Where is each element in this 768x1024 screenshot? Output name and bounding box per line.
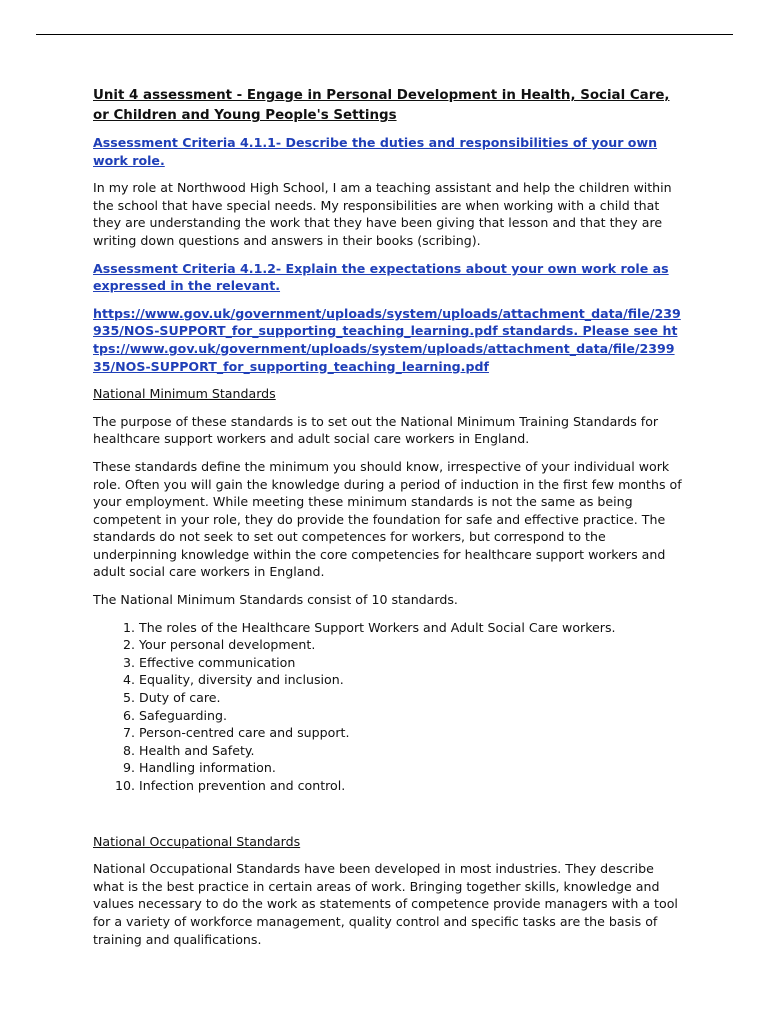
list-item: 6. Safeguarding.	[139, 707, 683, 725]
nms-paragraph-1: The purpose of these standards is to set out the National Minimum Training Standards for healthcare support workers and adult social care workers in England.	[93, 413, 659, 447]
list-item: 8. Health and Safety.	[139, 742, 683, 760]
nms-heading: National Minimum Standards	[93, 386, 276, 402]
nos-support-link-1[interactable]: https://www.gov.uk/government/uploads/system/uploads/attachment_data/file/239935/NOS-SUPPORT_for_supporting_teaching_learning.pdf	[93, 305, 681, 339]
nos-heading: National Occupational Standards	[93, 833, 301, 849]
list-item: 4. Equality, diversity and inclusion.	[139, 671, 683, 689]
link-note: standards. Please see	[497, 323, 663, 339]
assessment-criteria-4-1-1: Assessment Criteria 4.1.1- Describe the duties and responsibilities of your own work role.	[93, 135, 658, 168]
list-item: 3. Effective communication	[139, 654, 683, 672]
list-item: 1. The roles of the Healthcare Support Workers and Adult Social Care workers.	[139, 619, 683, 637]
document-title: Unit 4 assessment - Engage in Personal Development in Health, Social Care, or Children and Young People's Settings	[93, 88, 670, 123]
reference-links	[93, 305, 683, 375]
list-item: 2. Your personal development.	[139, 636, 683, 654]
nos-paragraph-1: National Occupational Standards have been developed in most industries. They describe what is the best practice in certain areas of work. Bringing together skills, knowledge and values necessary to do the work as statements of competence provide managers with a tool for a variety of workforce management, quality control and specific tasks are the basis of training and qualifications.	[93, 861, 678, 947]
list-item: 10. Infection prevention and control.	[139, 777, 683, 795]
list-item: 7. Person-centred care and support.	[139, 724, 683, 742]
page-top-rule	[36, 34, 733, 35]
nos-support-link-2[interactable]: https://www.gov.uk/government/uploads/system/uploads/attachment_data/file/239935/NOS-SUPPORT_for_supporting_teaching_learning.pdf	[93, 323, 678, 374]
list-item: 9. Handling information.	[139, 759, 683, 777]
standards-list	[93, 619, 683, 795]
document-body	[93, 86, 683, 958]
nms-paragraph-2: These standards define the minimum you should know, irrespective of your individual work role. Often you will gain the knowledge during a period of induction in the first few months of your employment. While meeting these minimum standards is not the same as being competent in your role, they do provide the foundation for safe and effective practice. The standards do not seek to set out competences for workers, but correspond to the underpinning knowledge within the core competencies for healthcare support workers and adult social care workers in England.	[93, 458, 682, 580]
nms-paragraph-3: The National Minimum Standards consist of 10 standards.	[93, 592, 458, 608]
list-item: 5. Duty of care.	[139, 689, 683, 707]
assessment-criteria-4-1-2: Assessment Criteria 4.1.2- Explain the expectations about your own work role as expressed in the relevant.	[93, 260, 669, 294]
answer-paragraph-1: In my role at Northwood High School, I am a teaching assistant and help the children within the school that have special needs. My responsibilities are when working with a child that they are understanding the work that they have been giving that lesson and that they are writing down questions and answers in their books (scribing).	[93, 180, 672, 248]
